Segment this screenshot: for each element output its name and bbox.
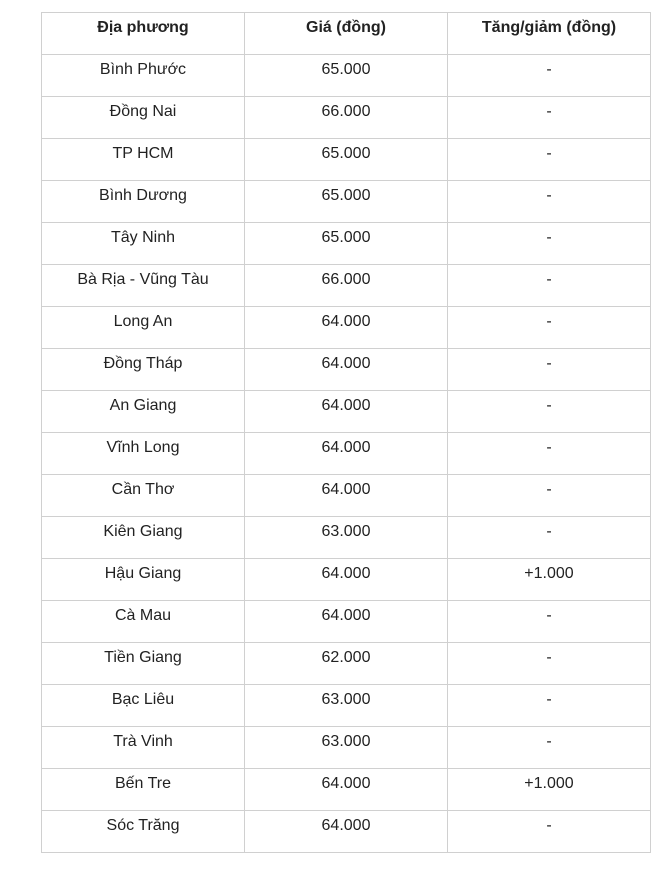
table-row — [42, 433, 651, 475]
header-row — [42, 13, 651, 55]
cell-change: - — [448, 643, 651, 685]
cell-region: Sóc Trăng — [42, 811, 245, 853]
table-row — [42, 769, 651, 811]
cell-change: - — [448, 811, 651, 853]
cell-change: +1.000 — [448, 769, 651, 811]
table-row — [42, 265, 651, 307]
price-table — [41, 12, 651, 853]
cell-price: 65.000 — [245, 223, 448, 265]
cell-region: TP HCM — [42, 139, 245, 181]
cell-region: Tiền Giang — [42, 643, 245, 685]
cell-change: - — [448, 349, 651, 391]
cell-change: - — [448, 97, 651, 139]
cell-price: 63.000 — [245, 685, 448, 727]
cell-price: 65.000 — [245, 181, 448, 223]
table-row — [42, 139, 651, 181]
table-header — [42, 13, 651, 55]
cell-price: 64.000 — [245, 769, 448, 811]
cell-region: Bình Dương — [42, 181, 245, 223]
table-row — [42, 391, 651, 433]
cell-price: 64.000 — [245, 601, 448, 643]
cell-price: 66.000 — [245, 97, 448, 139]
cell-region: Bạc Liêu — [42, 685, 245, 727]
cell-change: - — [448, 139, 651, 181]
header-region: Địa phương — [42, 13, 245, 55]
table-row — [42, 643, 651, 685]
cell-price: 64.000 — [245, 559, 448, 601]
cell-price: 64.000 — [245, 307, 448, 349]
cell-change: - — [448, 181, 651, 223]
table-row — [42, 811, 651, 853]
cell-change: +1.000 — [448, 559, 651, 601]
table-row — [42, 685, 651, 727]
cell-price: 62.000 — [245, 643, 448, 685]
cell-region: An Giang — [42, 391, 245, 433]
cell-price: 64.000 — [245, 349, 448, 391]
table-row — [42, 307, 651, 349]
cell-change: - — [448, 307, 651, 349]
cell-region: Vĩnh Long — [42, 433, 245, 475]
table-row — [42, 223, 651, 265]
cell-price: 65.000 — [245, 139, 448, 181]
table-row — [42, 55, 651, 97]
table-row — [42, 349, 651, 391]
cell-change: - — [448, 517, 651, 559]
cell-change: - — [448, 433, 651, 475]
cell-region: Hậu Giang — [42, 559, 245, 601]
cell-region: Bình Phước — [42, 55, 245, 97]
cell-price: 63.000 — [245, 517, 448, 559]
cell-price: 65.000 — [245, 55, 448, 97]
cell-region: Bà Rịa - Vũng Tàu — [42, 265, 245, 307]
table-row — [42, 559, 651, 601]
cell-region: Kiên Giang — [42, 517, 245, 559]
header-price: Giá (đồng) — [245, 13, 448, 55]
cell-region: Cần Thơ — [42, 475, 245, 517]
cell-price: 64.000 — [245, 433, 448, 475]
cell-region: Bến Tre — [42, 769, 245, 811]
table-row — [42, 181, 651, 223]
cell-region: Cà Mau — [42, 601, 245, 643]
table-row — [42, 97, 651, 139]
cell-change: - — [448, 727, 651, 769]
cell-region: Long An — [42, 307, 245, 349]
cell-change: - — [448, 223, 651, 265]
cell-price: 66.000 — [245, 265, 448, 307]
cell-region: Đồng Nai — [42, 97, 245, 139]
header-change: Tăng/giảm (đồng) — [448, 13, 651, 55]
cell-price: 64.000 — [245, 475, 448, 517]
cell-change: - — [448, 265, 651, 307]
table-row — [42, 475, 651, 517]
cell-region: Tây Ninh — [42, 223, 245, 265]
table-row — [42, 727, 651, 769]
cell-region: Trà Vinh — [42, 727, 245, 769]
cell-region: Đồng Tháp — [42, 349, 245, 391]
cell-change: - — [448, 475, 651, 517]
cell-change: - — [448, 55, 651, 97]
price-table-container — [41, 12, 651, 853]
cell-change: - — [448, 391, 651, 433]
cell-price: 63.000 — [245, 727, 448, 769]
cell-price: 64.000 — [245, 391, 448, 433]
cell-change: - — [448, 601, 651, 643]
table-row — [42, 601, 651, 643]
table-row — [42, 517, 651, 559]
cell-change: - — [448, 685, 651, 727]
cell-price: 64.000 — [245, 811, 448, 853]
table-body — [42, 55, 651, 853]
